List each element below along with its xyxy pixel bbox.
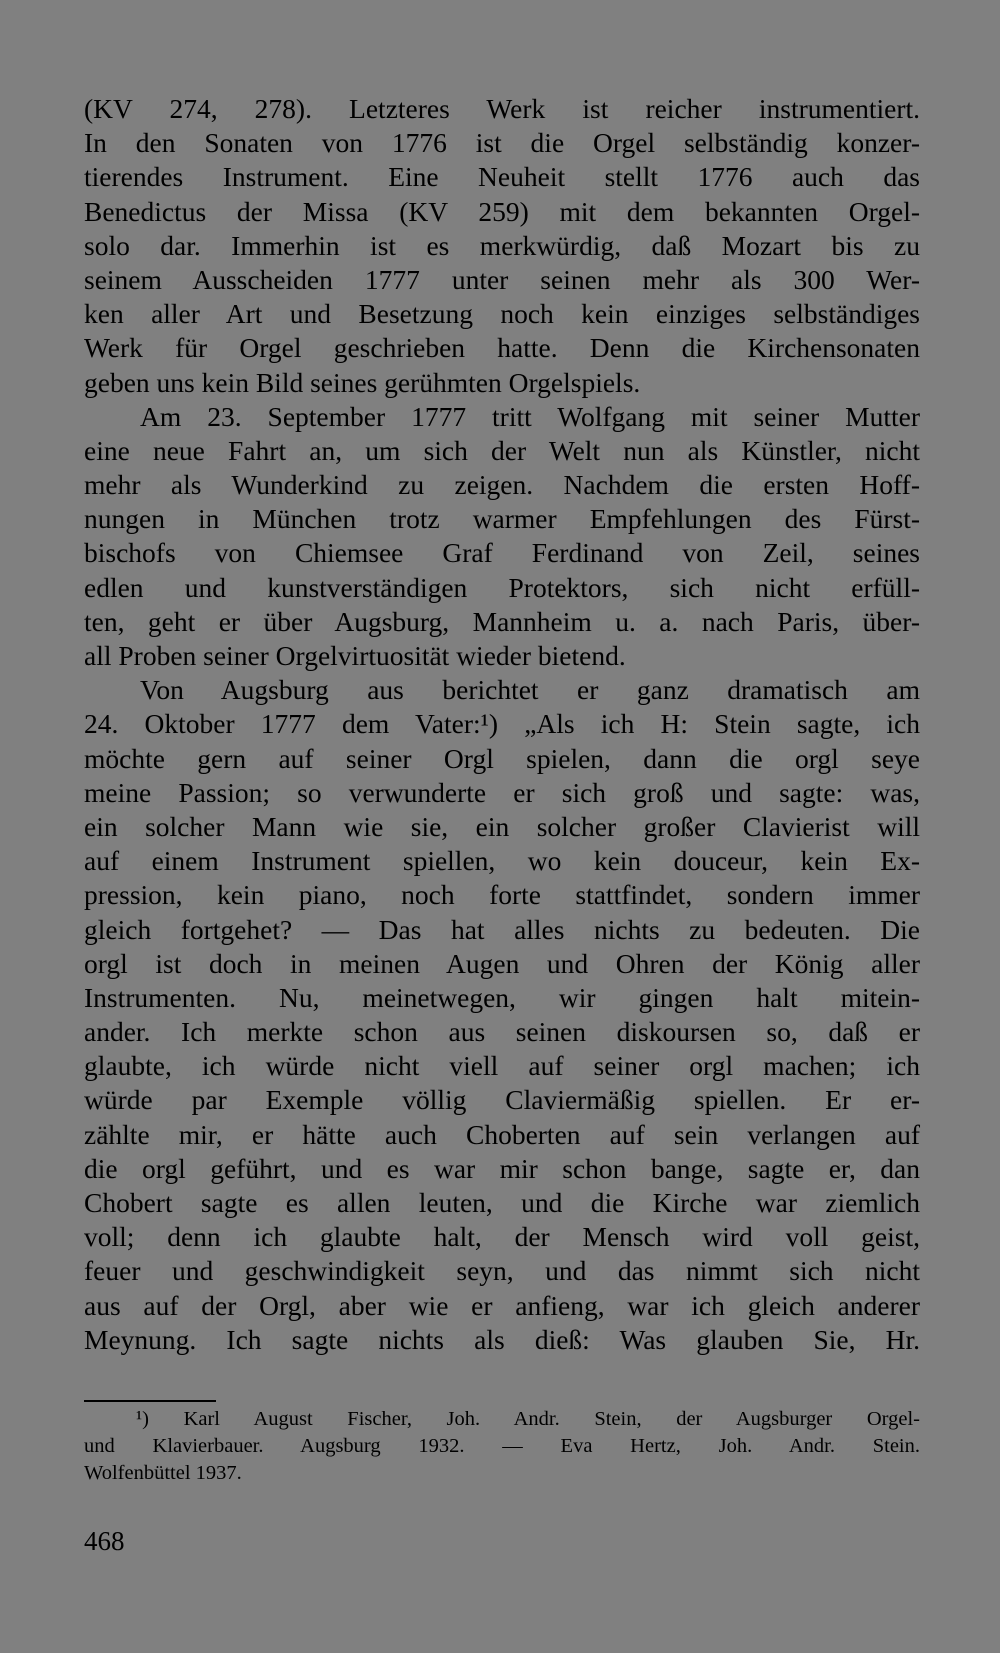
page-number: 468 [84, 1526, 125, 1556]
text-line: aus auf der Orgl, aber wie er anfieng, war ich gleich anderer [84, 1289, 920, 1321]
footnote-line: Wolfenbüttel 1937. [84, 1462, 242, 1484]
text-line: all Proben seiner Orgelvirtuosität wieder bietend. [84, 640, 626, 671]
text-line: voll; denn ich glaubte halt, der Mensch wird voll geist, [84, 1221, 920, 1253]
text-line: nungen in München trotz warmer Empfehlungen des Fürst- [84, 503, 920, 535]
footnote-line: und Klavierbauer. Augsburg 1932. — Eva Hertz, Joh. Andr. Stein. [84, 1435, 920, 1457]
footnotes [84, 1406, 920, 1487]
text-line: geben uns kein Bild seines gerühmten Orgelspiels. [84, 366, 641, 398]
text-line: mehr als Wunderkind zu zeigen. Nachdem die ersten Hoff- [84, 469, 920, 501]
text-line: Werk für Orgel geschrieben hatte. Denn die Kirchensonaten [84, 332, 920, 364]
text-line: möchte gern auf seiner Orgl spielen, dann die orgl seye [84, 742, 920, 774]
text-line: edlen und kunstverständigen Protektors, sich nicht erfüll- [84, 571, 920, 603]
text-line: Chobert sagte es allen leuten, und die Kirche war ziemlich [84, 1187, 920, 1218]
text-line: Instrumenten. Nu, meinetwegen, wir gingen halt mitein- [84, 981, 920, 1013]
text-line: ein solcher Mann wie sie, ein solcher großer Clavierist will [84, 810, 920, 842]
text-line: bischofs von Chiemsee Graf Ferdinand von Zeil, seines [84, 537, 920, 569]
main-text-column [84, 92, 920, 1357]
text-line: feuer und geschwindigkeit seyn, und das nimmt sich nicht [84, 1255, 920, 1287]
text-line: seinem Ausscheiden 1777 unter seinen mehr als 300 Wer- [84, 263, 920, 295]
paragraph-first-line: Von Augsburg aus berichtet er ganz dramatisch am [140, 674, 920, 706]
text-line: ander. Ich merkte schon aus seinen diskoursen so, daß er [84, 1016, 920, 1048]
text-line: 24. Oktober 1777 dem Vater:¹) „Als ich H: Stein sagte, ich [84, 708, 920, 740]
paragraph-first-line: Am 23. September 1777 tritt Wolfgang mit seiner Mutter [140, 400, 920, 432]
text-line: tierendes Instrument. Eine Neuheit stellt 1776 auch das [84, 161, 920, 193]
footnote-divider [84, 1400, 216, 1402]
text-line: solo dar. Immerhin ist es merkwürdig, daß Mozart bis zu [84, 229, 920, 261]
text-line: pression, kein piano, noch forte stattfindet, sondern immer [84, 879, 920, 911]
text-line: meine Passion; so verwunderte er sich groß und sagte: was, [84, 776, 920, 808]
text-line: würde par Exemple völlig Claviermäßig spiellen. Er er- [84, 1084, 920, 1116]
text-line: gleich fortgehet? — Das hat alles nichts zu bedeuten. Die [84, 913, 920, 945]
text-line: zählte mir, er hätte auch Choberten auf sein verlangen auf [84, 1118, 920, 1150]
text-line: eine neue Fahrt an, um sich der Welt nun als Künstler, nicht [84, 434, 920, 466]
text-line: orgl ist doch in meinen Augen und Ohren der König aller [84, 947, 920, 979]
text-line: Benedictus der Missa (KV 259) mit dem bekannten Orgel- [84, 195, 920, 227]
text-line: glaubte, ich würde nicht viell auf seiner orgl machen; ich [84, 1050, 920, 1082]
text-line: Meynung. Ich sagte nichts als dieß: Was glauben Sie, Hr. [84, 1323, 920, 1355]
text-line: (KV 274, 278). Letzteres Werk ist reicher instrumentiert. [84, 93, 920, 124]
footnote-line: ¹) Karl August Fischer, Joh. Andr. Stein, der Augsburger Orgel- [136, 1408, 920, 1430]
text-line: die orgl geführt, und es war mir schon bange, sagte er, dan [84, 1152, 920, 1184]
body-text [84, 92, 920, 1357]
text-line: auf einem Instrument spiellen, wo kein douceur, kein Ex- [84, 845, 920, 877]
text-line: ken aller Art und Besetzung noch kein einziges selbständiges [84, 298, 920, 330]
text-line: In den Sonaten von 1776 ist die Orgel selbständig konzer- [84, 127, 920, 159]
text-line: ten, geht er über Augsburg, Mannheim u. a. nach Paris, über- [84, 605, 920, 637]
